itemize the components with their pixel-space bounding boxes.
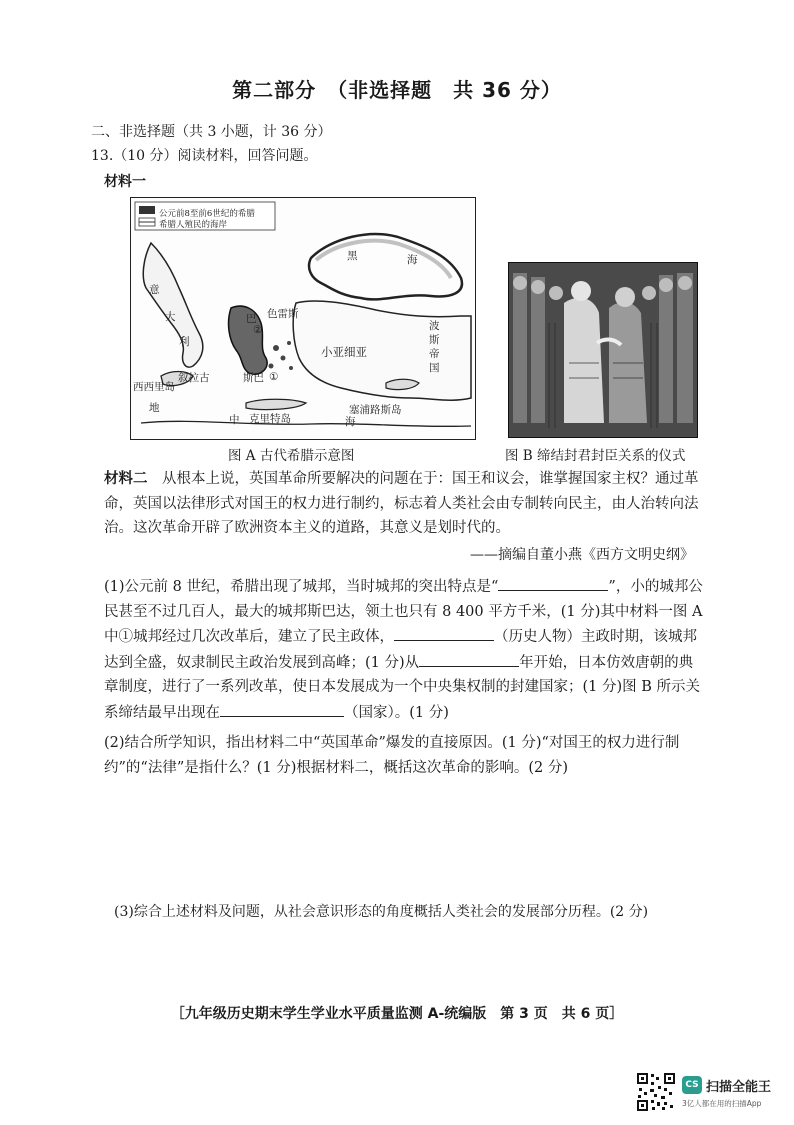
question-1-part-2: ”，小的城邦公民甚至不过几百人，最大的城邦斯巴达，领土也只有 8 400 平方千米，(1 分)其中材料一图 A 中①城邦经过几次改革后，建立了民主政体，: [104, 579, 703, 645]
map-label-thrace: 色雷斯: [267, 308, 299, 320]
map-label-sparta: 斯巴: [243, 372, 264, 384]
material-2-text: 从根本上说，英国革命所要解决的问题在于：国王和议会，谁掌握国家主权？通过革命，英国以法律形式对国王的权力进行制约，标志着人类社会由专制转向民主，由人治转向法治。这次革命开辟了欧洲资本主义的道路，其意义是划时代的。: [104, 471, 699, 536]
camscanner-name: 扫描全能王: [706, 1080, 772, 1095]
map-label-di: 地: [149, 402, 160, 414]
figure-a-map: [130, 197, 476, 440]
map-label-italy-3: 利: [179, 336, 190, 348]
camscanner-tagline: 3亿人都在用的扫描App: [682, 1099, 762, 1108]
map-label-syracuse: 叙拉古: [178, 372, 210, 384]
legend-colony-label: 希腊人殖民的海岸: [159, 220, 228, 230]
question-2: (2)结合所学知识，指出材料二中“英国革命”爆发的直接原因。(1 分)“对国王的权力进行制约”的“法律”是指什么？(1 分)根据材料二，概括这次革命的影响。(2 分): [104, 735, 680, 776]
material-2-label: 材料二: [104, 471, 148, 487]
map-label-sicily: 西西里岛: [133, 381, 175, 393]
greece-map-graphic: [131, 198, 475, 439]
question-3: (3)综合上述材料及问题，从社会意识形态的角度概括人类社会的发展部分历程。(2 分): [114, 904, 649, 920]
map-label-asia-minor: 小亚细亚: [321, 345, 367, 359]
material-2-block: [104, 467, 704, 541]
map-label-italy-2: 大: [165, 311, 176, 323]
map-label-persia-4: 国: [429, 362, 440, 374]
map-label-persia-2: 斯: [429, 334, 440, 346]
answer-blank-3[interactable]: [419, 650, 519, 667]
question-1: [104, 574, 704, 725]
figure-b-caption: 图 B 缔结封君封臣关系的仪式: [505, 448, 686, 464]
answer-area-3[interactable]: [104, 930, 704, 990]
answer-blank-4[interactable]: [220, 700, 344, 717]
material-2-source: ——摘编自董小燕《西方文明史纲》: [470, 547, 694, 563]
map-label-zhong: 中: [229, 414, 240, 426]
map-label-city-1: ①: [269, 371, 279, 383]
figure-a-caption: 图 A 古代希腊示意图: [228, 448, 355, 464]
map-label-persia-3: 帝: [429, 348, 440, 360]
camscanner-logo-icon: CS: [682, 1076, 702, 1094]
vassal-ceremony-graphic: [509, 263, 697, 437]
figure-b-image: [508, 262, 698, 438]
map-label-black-sea-2: 海: [407, 254, 418, 266]
question-1-part-5: （国家）。(1 分): [344, 704, 449, 721]
section-header: 二、非选择题（共 3 小题，计 36 分）: [91, 124, 332, 140]
map-label-hai: 海: [345, 416, 356, 428]
map-label-persia-1: 波: [429, 320, 440, 332]
map-label-black-sea-1: 黑: [347, 250, 358, 262]
legend-greece-label: 公元前8至前6世纪的希腊: [159, 209, 255, 219]
qr-code-icon: [636, 1072, 676, 1112]
page-footer: ［九年级历史期末学生学业水平质量监测 A-统编版 第 3 页 共 6 页］: [170, 1006, 624, 1022]
map-label-crete: 克里特岛: [249, 413, 291, 425]
map-label-cyprus: 塞浦路斯岛: [349, 404, 402, 416]
material-1-label: 材料一: [104, 174, 146, 190]
map-label-italy-1: 意: [149, 284, 160, 296]
answer-area-2[interactable]: [104, 785, 704, 895]
question-1-part-3: （历史人物）主政时期，该城邦达到全盛，奴隶制民主政治发展到高峰；(1 分)从: [104, 629, 697, 671]
map-label-city-2: ②: [253, 324, 263, 336]
question-13-header: 13.（10 分）阅读材料，回答问题。: [91, 148, 318, 164]
answer-blank-2[interactable]: [394, 624, 494, 641]
page-title: 第二部分 （非选择题 共 36 分）: [232, 78, 562, 102]
map-label-ba: 巴: [246, 313, 257, 325]
question-1-part-4: 年开始，日本仿效唐朝的典章制度，进行了一系列改革，使日本发展成为一个中央集权制的封建国家；(1 分)图 B 所示关系缔结最早出现在: [104, 654, 701, 721]
answer-blank-1[interactable]: [498, 574, 608, 591]
question-1-part-1: (1)公元前 8 世纪，希腊出现了城邦，当时城邦的突出特点是“: [104, 579, 499, 595]
